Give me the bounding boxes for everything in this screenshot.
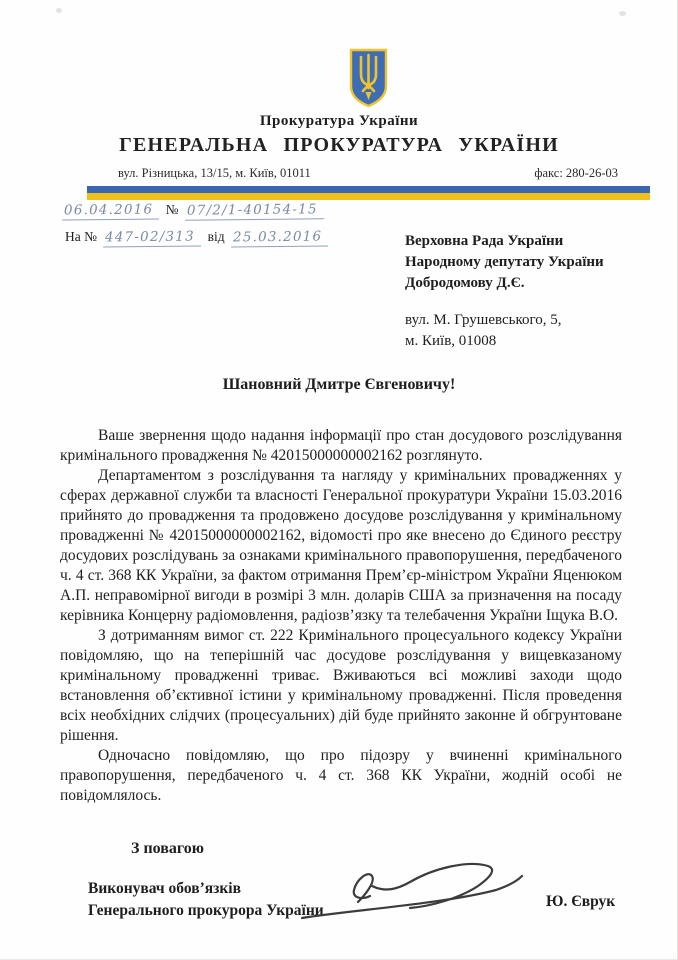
reference-block [62,202,328,256]
reply-prefix-label: На № [65,229,97,244]
flag-stripe-yellow [87,193,650,200]
salutation: Шановний Дмитре Євгеновичу! [222,376,456,393]
handwritten-signature-icon [292,852,554,932]
reference-line-outgoing [62,202,328,220]
paragraph-1: Ваше звернення щодо надання інформації про стан досудового розслідування кримінального провадження № 42015000000002162 розглянуто. [60,427,622,464]
scan-speck [56,8,62,13]
paragraph-3: З дотриманням вимог ст. 222 Кримінального процесуального кодексу України повідомляю, що на теперішній час досудове розслідування у вищевказаному кримінальному провадженні триває. Вживаються всі можливі заходи щодо встановлення об’єктивної істини у кримінальному провадженні. Після проведення всіх необхідних слідчих (процесуальних) дій буде прийнято законне й обгрунтоване рішення. [60,627,622,744]
signer-position-line2: Генерального прокурора України [88,902,324,919]
reply-date-label: від [207,229,225,244]
recipient-block [405,231,604,352]
paragraph-2: Департаментом з розслідування та нагляду у кримінальних провадженнях у сферах державної служби та власності Генеральної прокуратури України 15.03.2016 прийнято до провадження та продовжено досудове розслідування у кримінальному провадженні № 42015000000002162, відомості про яке внесено до Єдиного реєстру досудових розслідувань за ознаками кримінального правопорушення, передбаченого ч. 4 ст. 368 КК України, за фактом отримання Прем’єр-міністром України Яценюком А.П. неправомірної вигоди в розмірі 3 млн. доларів США за призначення на посаду керівника Концерну радіомовлення, радіозв’язку та телебачення України Іщука В.О. [60,467,622,624]
recipient-street: вул. М. Грушевського, 5, [405,312,562,328]
signer-position [88,878,324,922]
number-sign-label: № [165,202,179,217]
scan-speck [619,11,626,16]
org-name-small: Прокуратура України [259,113,419,129]
closing-regards: З повагою [131,840,204,857]
ukraine-trident-emblem-icon [349,48,388,108]
org-fax: факс: 280-26-03 [534,166,618,180]
recipient-city: м. Київ, 01008 [405,333,497,349]
letter-body [60,426,622,806]
org-name-large: ГЕНЕРАЛЬНА ПРОКУРАТУРА УКРАЇНИ [119,134,559,156]
header-address-row [118,166,618,181]
outgoing-date-handwritten: 06.04.2016 [62,201,159,220]
signer-name: Ю. Єврук [546,893,616,910]
signer-position-line1: Виконувач обов’язків [88,880,241,897]
reference-line-incoming [62,229,328,247]
recipient-name: Добродомову Д.Є. [405,275,525,291]
flag-stripe [87,186,650,200]
flag-stripe-blue [87,186,650,193]
paragraph-4: Одночасно повідомляю, що про підозру у вчиненні кримінального правопорушення, передбаченого ч. 4 ст. 368 КК України, жодній особі не повідомлялось. [60,747,622,804]
org-street-address: вул. Різницька, 13/15, м. Київ, 01011 [118,166,311,180]
incoming-number-handwritten: 447-02/313 [103,228,201,247]
outgoing-number-handwritten: 07/2/1-40154-15 [185,201,324,220]
incoming-date-handwritten: 25.03.2016 [231,228,328,247]
recipient-institution: Верховна Рада України [405,233,564,249]
recipient-title: Народному депутату України [405,254,604,270]
